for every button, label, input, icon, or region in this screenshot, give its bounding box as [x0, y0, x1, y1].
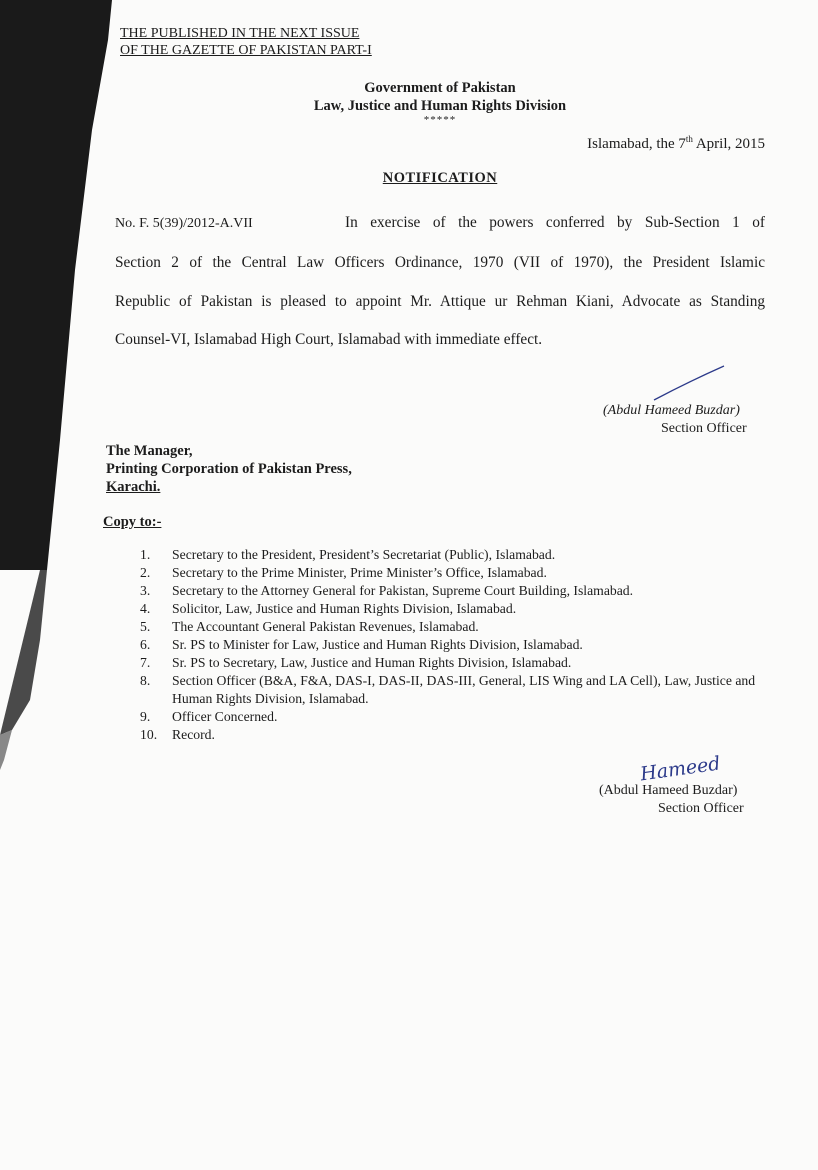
signature-stroke-1: [648, 360, 728, 406]
body-line-3: Republic of Pakistan is pleased to appoint Mr. Attique ur Rehman Kiani, Advocate as Standing: [115, 293, 765, 310]
list-item: 2. Secretary to the Prime Minister, Prime Minister’s Office, Islamabad.: [140, 565, 547, 580]
handwritten-signature: Hameed: [638, 752, 722, 786]
addressee: [106, 442, 352, 496]
list-item: 6. Sr. PS to Minister for Law, Justice and Human Rights Division, Islamabad.: [140, 637, 583, 652]
issue-date: Islamabad, the 7th April, 2015: [587, 134, 765, 152]
signatory-name-1: (Abdul Hameed Buzdar): [603, 403, 740, 418]
separator-stars: *****: [423, 114, 457, 126]
body-line-4: Counsel-VI, Islamabad High Court, Islamabad with immediate effect.: [115, 331, 543, 348]
signatory-title-2: Section Officer: [658, 801, 744, 816]
signatory-title-1: Section Officer: [661, 421, 747, 436]
list-item: 7. Sr. PS to Secretary, Law, Justice and Human Rights Division, Islamabad.: [140, 655, 572, 670]
notification-title: NOTIFICATION: [382, 170, 498, 186]
copy-to-list: [140, 546, 760, 744]
gazette-header: [120, 25, 372, 59]
body-line-1: In exercise of the powers conferred by Sub-Section 1 of: [345, 214, 765, 231]
list-item: 10. Record.: [140, 727, 215, 742]
division-title: Law, Justice and Human Rights Division: [313, 98, 567, 114]
gazette-header-line2: OF THE GAZETTE OF PAKISTAN PART-I: [120, 43, 372, 58]
file-number: No. F. 5(39)/2012-A.VII: [115, 216, 253, 231]
copy-to-label: Copy to:-: [103, 514, 162, 530]
list-item: 3. Secretary to the Attorney General for Pakistan, Supreme Court Building, Islamabad.: [140, 583, 634, 598]
list-item: 1. Secretary to the President, President’s Secretariat (Public), Islamabad.: [140, 547, 556, 562]
list-item: 4. Solicitor, Law, Justice and Human Rights Division, Islamabad.: [140, 601, 517, 616]
list-item: 9. Officer Concerned.: [140, 709, 278, 724]
addressee-line3: Karachi.: [106, 479, 161, 495]
list-item: 8. Section Officer (B&A, F&A, DAS-I, DAS-II, DAS-III, General, LIS Wing and LA Cell), Law, Justice and Human Rights Division, Islamabad.: [140, 673, 756, 706]
gazette-header-line1: THE PUBLISHED IN THE NEXT ISSUE: [120, 26, 360, 41]
addressee-line1: The Manager,: [106, 443, 193, 459]
list-item: 5. The Accountant General Pakistan Revenues, Islamabad.: [140, 619, 479, 634]
signatory-name-2: (Abdul Hameed Buzdar): [599, 783, 738, 798]
body-line-2: Section 2 of the Central Law Officers Ordinance, 1970 (VII of 1970), the President Islamic: [115, 254, 765, 271]
addressee-line2: Printing Corporation of Pakistan Press,: [106, 461, 352, 477]
government-title: Government of Pakistan: [364, 80, 516, 96]
